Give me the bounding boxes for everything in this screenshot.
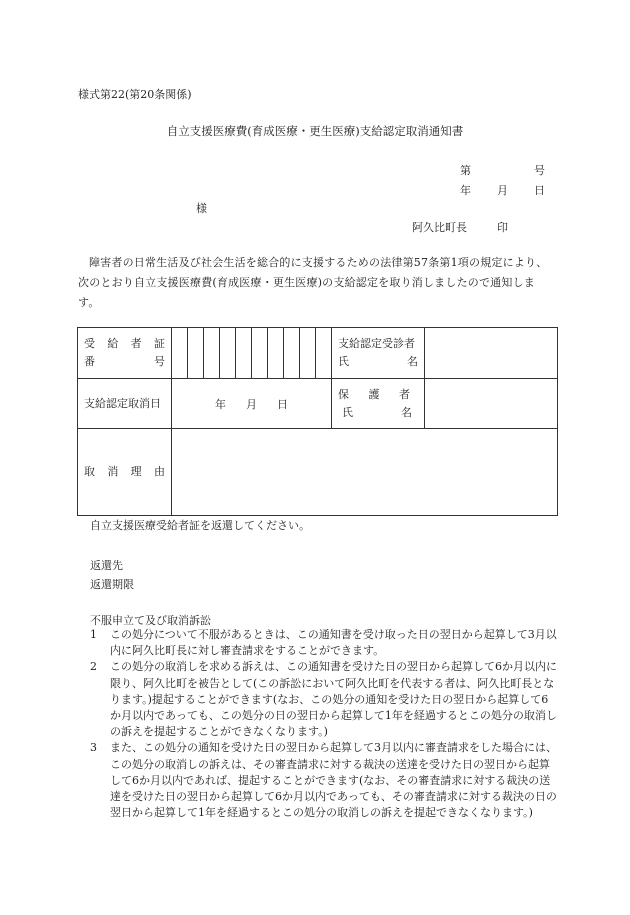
guardian-label-char: 者 [399, 387, 410, 401]
revocation-day: 日 [277, 397, 288, 411]
recipient-name-label [332, 328, 425, 379]
addressee-suffix: 様 [196, 202, 207, 215]
number-suffix: 号 [534, 164, 545, 177]
revocation-reason-value [172, 429, 558, 516]
guardian-label-char: 氏 [342, 405, 353, 419]
recipient-number-label-char: 番 [84, 355, 95, 368]
issuer-name: 阿久比町長 [412, 221, 467, 234]
recipient-name-label-1: 支給認定受診者 [338, 337, 415, 350]
guardian-name-value [425, 379, 558, 429]
appeal-item-number: 1 [90, 628, 97, 641]
guardian-label-char: 護 [368, 387, 380, 401]
recipient-name-value [425, 328, 558, 379]
revocation-year: 年 [215, 397, 226, 411]
recipient-name-label-char: 氏 [338, 355, 349, 368]
revocation-reason-label-char: 理 [130, 465, 142, 478]
number-prefix: 第 [460, 164, 471, 177]
document-title: 自立支援医療費(育成医療・更生医療)支給認定取消通知書 [166, 124, 464, 138]
appeal-item-text: この処分について不服があるときは、この通知書を受け取った日の翌日から起算して3月以内に阿久比町長に対し審査請求をすることができます。 [110, 628, 557, 658]
revocation-reason-label-char: 消 [107, 465, 119, 478]
guardian-label [332, 379, 425, 429]
appeal-item-text: また、この処分の通知を受けた日の翌日から起算して3月以内に審査請求をした場合には、この処分の取消しの訴えは、その審査請求に対する裁決の送達を受けた日の翌日から起算して6か月以内であれば、提起することができます(なお、その審査請求に対する裁決の送達を受けた日の翌日から起算して6か月以内であっても、その審査請求に対する裁決の日の翌日から起算して1年を経過するとこの処分の取消しの訴えを提起できなくなります。) [110, 741, 557, 820]
appeal-list [90, 627, 558, 821]
appeal-item-text: この処分の取消しを求める訴えは、この通知書を受けた日の翌日から起算して6か月以内に限り、阿久比町を被告として(この訴訟において阿久比町を代表する者は、阿久比町長となります。)提起することができます(なお、この処分の通知を受けた日の翌日から起算して6か月以内であっても、この処分の日の翌日から起算して1年を経過するとこの処分の取消しの訴えを提起することができなくなります。) [110, 660, 557, 739]
seal-mark: 印 [497, 221, 508, 234]
appeal-heading: 不服申立て及び取消訴訟 [90, 614, 211, 627]
guardian-label-char: 名 [401, 405, 412, 419]
revocation-date-value [172, 379, 332, 429]
revocation-date-label: 支給認定取消日 [78, 379, 172, 429]
document-number-line [460, 162, 545, 178]
recipient-number-cells [172, 328, 332, 379]
recipient-number-label [78, 328, 172, 379]
appeal-item [90, 659, 558, 740]
revocation-reason-label-char: 由 [153, 465, 165, 478]
recipient-number-label-char: 者 [130, 337, 142, 350]
issue-date-month: 月 [497, 184, 508, 197]
appeal-item [90, 740, 558, 821]
issue-date-year: 年 [460, 184, 471, 197]
issue-date-day: 日 [534, 184, 545, 197]
recipient-name-label-char: 名 [407, 355, 418, 368]
issue-date-line [460, 182, 545, 198]
recipient-number-label-char: 給 [107, 337, 119, 350]
guardian-label-char: 保 [338, 387, 349, 401]
appeal-item-number: 2 [90, 660, 97, 674]
appeal-item-number: 3 [90, 741, 97, 755]
recipient-number-label-char: 受 [84, 337, 95, 350]
revocation-info-table [77, 327, 558, 516]
return-destination-label: 返還先 [90, 559, 123, 572]
recipient-number-label-char: 号 [154, 355, 165, 368]
return-deadline-label: 返還期限 [90, 578, 134, 591]
return-note: 自立支援医療受給者証を返還してください。 [90, 519, 310, 532]
revocation-reason-label-char: 取 [84, 465, 95, 478]
issuer [412, 219, 508, 235]
recipient-number-label-char: 証 [153, 337, 165, 350]
appeal-item [90, 627, 558, 659]
revocation-month: 月 [246, 397, 257, 411]
body-text: 障害者の日常生活及び社会生活を総合的に支援するための法律第57条第1項の規定により、次のとおり自立支援医療費(育成医療・更生医療)の支給認定を取り消しましたので通知します。 [78, 256, 548, 309]
revocation-reason-label [78, 429, 172, 516]
form-id: 様式第22(第20条関係) [78, 88, 192, 101]
